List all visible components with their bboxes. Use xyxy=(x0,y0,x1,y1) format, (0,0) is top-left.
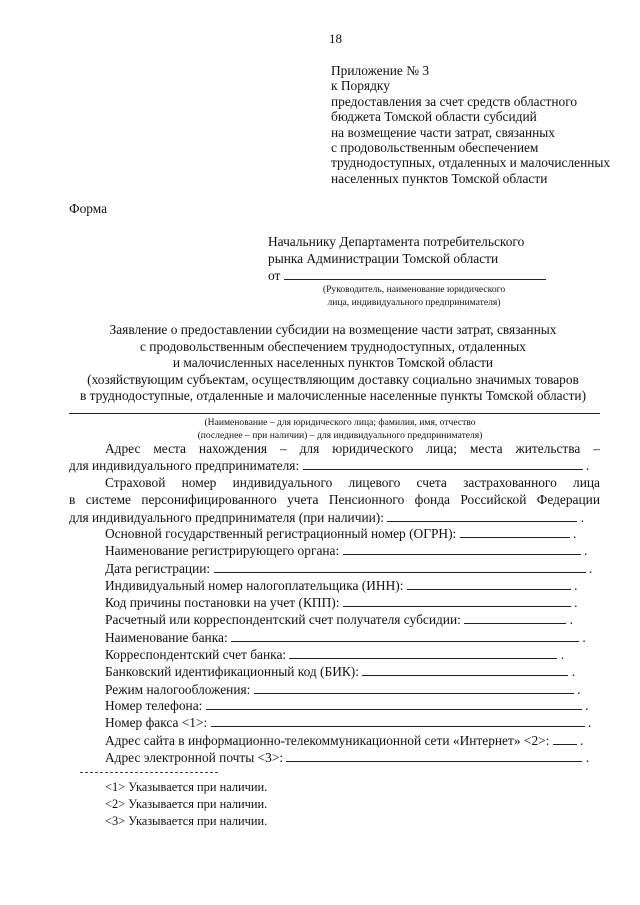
period: . xyxy=(588,715,592,731)
phone-field[interactable] xyxy=(206,698,582,710)
field-label: Наименование регистрирующего органа: xyxy=(105,543,340,559)
hint-line: лица, индивидуального предпринимателя) xyxy=(327,297,501,309)
field-row-ogrn xyxy=(105,525,600,542)
field-label: Основной государственный регистрационный номер (ОГРН): xyxy=(105,526,457,541)
contact-row-email xyxy=(105,749,600,766)
title-line: и малочисленных населенных пунктов Томской области xyxy=(172,355,494,371)
field-row-tax-regime xyxy=(105,681,600,698)
corr-account-field[interactable] xyxy=(289,647,557,659)
snils-label-end: для индивидуального предпринимателя (при наличии): xyxy=(69,509,384,525)
bik-field[interactable] xyxy=(362,664,568,676)
applicant-name-field[interactable] xyxy=(69,413,600,414)
field-label: Банковский идентификационный код (БИК): xyxy=(105,664,359,680)
period: . xyxy=(585,749,590,765)
field-row-reg-date xyxy=(105,560,600,577)
form-label: Форма xyxy=(69,201,108,216)
period: . xyxy=(580,509,585,525)
fax-field[interactable] xyxy=(211,715,585,727)
footnote: <1> Указывается при наличии. xyxy=(105,780,268,794)
page-number: 18 xyxy=(329,31,342,46)
email-field[interactable] xyxy=(286,750,582,762)
period: . xyxy=(585,698,589,713)
contact-label: Адрес электронной почты <3>: xyxy=(105,749,284,765)
period: . xyxy=(560,647,565,663)
period: . xyxy=(574,577,578,593)
appendix-line: населенных пунктов Томской области xyxy=(331,170,548,186)
account-field[interactable] xyxy=(464,612,566,624)
period: . xyxy=(572,526,577,541)
field-row-bank xyxy=(105,629,600,646)
snils-block xyxy=(69,474,600,526)
field-label: Режим налогообложения: xyxy=(105,681,251,697)
title-line: с продовольственным обеспечением труднодоступных, отдаленных xyxy=(139,338,526,354)
bank-field[interactable] xyxy=(231,630,579,642)
field-label: Наименование банка: xyxy=(105,629,228,645)
period: . xyxy=(577,681,581,697)
field-label: Расчетный или корреспондентский счет получателя субсидии: xyxy=(105,612,461,628)
period: . xyxy=(582,629,586,645)
appendix-header xyxy=(331,63,610,186)
title-line: (хозяйствующим субъектам, осуществляющим доставку социально значимых товаров xyxy=(87,371,579,387)
field-label: Корреспондентский счет банка: xyxy=(105,647,287,663)
reg-date-field[interactable] xyxy=(214,561,586,573)
field-label: Дата регистрации: xyxy=(105,560,211,576)
ogrn-field[interactable] xyxy=(460,526,570,538)
title-line: в труднодоступные, отдаленные и малочисленные населенные пункты Томской области) xyxy=(79,388,587,404)
addressee-line: Начальнику Департамента потребительского xyxy=(268,234,525,249)
appendix-line: на возмещение части затрат, связанных xyxy=(331,124,556,140)
period: . xyxy=(569,612,573,628)
website-field[interactable] xyxy=(553,733,577,745)
tax-regime-field[interactable] xyxy=(254,682,574,694)
period: . xyxy=(583,543,588,559)
field-row-bik xyxy=(105,663,600,680)
period: . xyxy=(588,560,593,576)
field-row-account xyxy=(105,611,600,628)
appendix-line: бюджета Томской области субсидий xyxy=(331,109,537,125)
snils-label-cont: в системе персонифицированного учета Пенсионного фонда Российской Федерации xyxy=(69,492,600,508)
applicant-name-hint xyxy=(150,416,530,442)
period: . xyxy=(580,732,584,748)
footnote: <2> Указывается при наличии. xyxy=(105,797,268,811)
fields-list xyxy=(69,525,600,698)
snils-field[interactable] xyxy=(387,510,577,522)
inn-field[interactable] xyxy=(407,578,571,590)
document-title xyxy=(58,322,608,405)
appendix-line: труднодоступных, отдаленных и малочисленных xyxy=(331,155,611,171)
field-row-inn xyxy=(105,577,600,594)
hint-line: (Наименование – для юридического лица; фамилия, имя, отчество xyxy=(204,417,476,428)
appendix-line: к Порядку xyxy=(331,78,390,94)
footnote-separator xyxy=(80,772,218,773)
address-field[interactable] xyxy=(303,458,583,470)
field-row-registrar xyxy=(105,542,600,559)
address-block xyxy=(69,440,600,475)
contact-label: Номер факса <1>: xyxy=(105,715,208,731)
from-field[interactable] xyxy=(284,267,546,280)
addressee-line: рынка Администрации Томской области xyxy=(268,250,499,266)
title-line: Заявление о предоставлении субсидии на возмещение части затрат, связанных xyxy=(109,322,557,337)
contact-row-phone xyxy=(105,697,600,714)
hint-line: (Руководитель, наименование юридического xyxy=(322,284,506,295)
addressee-hint xyxy=(290,283,538,309)
appendix-line: Приложение № 3 xyxy=(331,63,430,78)
contacts-list xyxy=(69,697,600,766)
period: . xyxy=(571,664,576,680)
contact-row-fax xyxy=(105,714,600,731)
kpp-field[interactable] xyxy=(343,595,571,607)
from-row xyxy=(268,267,546,285)
contact-row-website xyxy=(105,732,600,749)
footnote: <3> Указывается при наличии. xyxy=(105,814,268,828)
hint-line: (последнее – при наличии) – для индивидуального предпринимателя) xyxy=(197,430,483,442)
contact-label: Адрес сайта в информационно-телекоммуникационной сети «Интернет» <2>: xyxy=(105,732,550,748)
snils-label: Страховой номер индивидуального лицевого счета застрахованного лица xyxy=(105,475,600,490)
addressee-block xyxy=(268,234,546,285)
field-label: Код причины постановки на учет (КПП): xyxy=(105,595,340,611)
field-label: Индивидуальный номер налогоплательщика (ИНН): xyxy=(105,577,404,593)
appendix-line: предоставления за счет средств областного xyxy=(331,93,578,109)
address-label-cont: для индивидуального предпринимателя: xyxy=(69,458,300,474)
field-row-kpp xyxy=(105,594,600,611)
address-label: Адрес места нахождения – для юридического лица; места жительства – xyxy=(105,441,600,456)
from-label: от xyxy=(268,268,281,283)
contact-label: Номер телефона: xyxy=(105,698,203,713)
period: . xyxy=(574,595,578,611)
appendix-line: с продовольственным обеспечением xyxy=(331,140,539,156)
field-row-corr-account xyxy=(105,646,600,663)
registrar-field[interactable] xyxy=(343,543,581,555)
period: . xyxy=(585,458,590,474)
footnotes xyxy=(105,779,267,830)
